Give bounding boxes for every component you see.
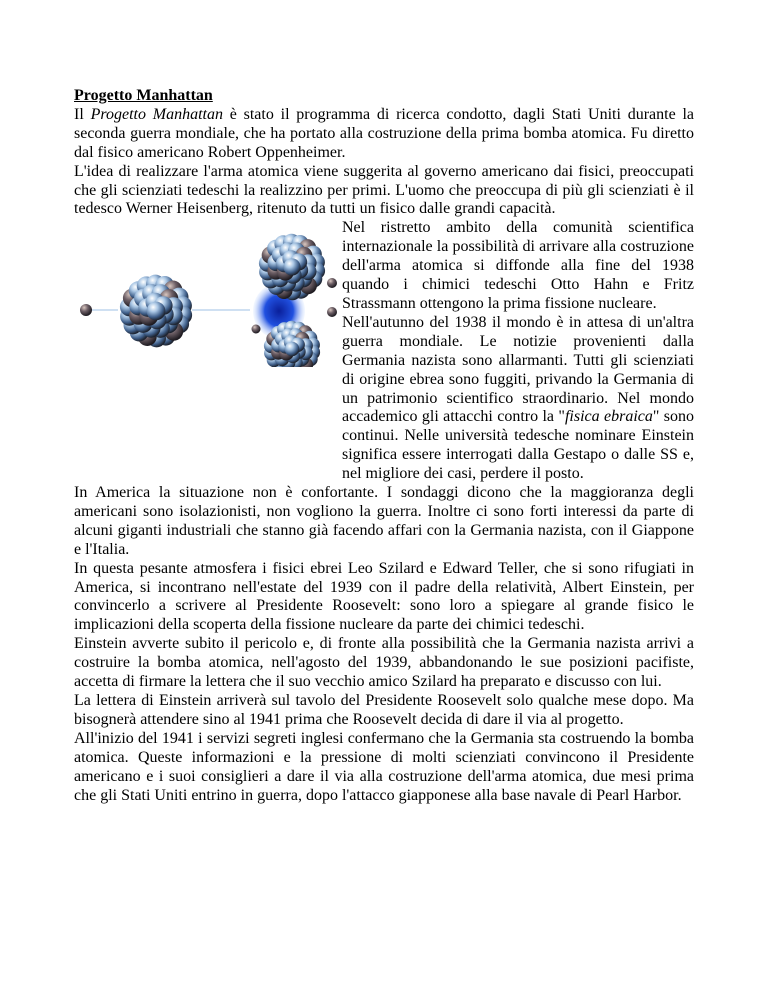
p4-italic: fisica ebraica	[564, 408, 653, 426]
p1-intro: Il	[74, 105, 91, 123]
paragraph-1	[74, 106, 694, 163]
nucleon	[147, 302, 166, 321]
paragraph-9: All'inizio del 1941 i servizi segreti inglesi confermano che la Germania sta costruendo la bomba atomica. Queste informazioni e la pressione di molti scienziati convincono il Presidente americano e i suoi consiglieri a dare il via alla costruzione dell'arma atomica, due mesi prima che gli Stati Uniti entrino in guerra, dopo l'attacco giapponese alla base navale di Pearl Harbor.	[74, 729, 694, 804]
paragraph-8: La lettera di Einstein arriverà sul tavolo del Presidente Roosevelt solo qualche mese dopo. Ma bisognerà attendere sino al 1941 prima che Roosevelt decida di dare il via al progetto.	[74, 692, 694, 728]
document-page	[74, 87, 694, 805]
paragraph-2: L'idea di realizzare l'arma atomica viene suggerita al governo americano dai fisici, preoccupati che gli scienziati tedeschi la realizzino per primi. L'uomo che preoccupa di più gli scienziati è il tedesco Werner Heisenberg, ritenuto da tutti un fisico dalle grandi capacità.	[74, 162, 694, 218]
released-neutron	[327, 278, 337, 288]
nuclear-fission-icon	[74, 219, 338, 367]
released-neutron	[327, 307, 337, 317]
p4-before: Nell'autunno del 1938 il mondo è in attesa di un'altra guerra mondiale. Le notizie provenienti dalla Germania nazista sono allarmanti. Tutti gli scienziati di origine ebrea sono fuggiti, privando la Germania di un patrimonio scientifico straordinario. Nel mondo accademico gli attacchi contro la "	[342, 313, 694, 426]
fission-illustration	[74, 219, 338, 367]
incoming-neutron	[80, 304, 92, 316]
uranium-nucleus	[120, 275, 192, 348]
nucleon	[283, 259, 300, 276]
document-title: Progetto Manhattan	[74, 87, 213, 104]
nucleon	[285, 342, 300, 357]
p1-rest: è stato il programma di ricerca condotto, dagli Stati Uniti durante la seconda guerra mondiale, che ha portato alla costruzione della prima bomba atomica. Fu diretto dal fisico americano Robert Oppenheimer.	[74, 105, 694, 161]
paragraph-5: In America la situazione non è confortante. I sondaggi dicono che la maggioranza degli americani sono isolazionisti, non vogliono la guerra. Inoltre ci sono forti interessi da parte di alcuni giganti industriali che stanno già facendo affari con la Germania nazista, con il Giappone e l'Italia.	[74, 484, 694, 558]
released-neutron	[252, 325, 261, 334]
paragraph-3: Nel ristretto ambito della comunità scientifica internazionale la possibilità di arrivare alla costruzione dell'arma atomica si diffonde alla fine del 1938 quando i chimici tedeschi Otto Hahn e Fritz Strassmann ottengono la prima fissione nucleare.	[342, 219, 694, 312]
paragraph-6: In questa pesante atmosfera i fisici ebrei Leo Szilard e Edward Teller, che si sono rifugiati in America, si incontrano nell'estate del 1939 con il padre della relatività, Albert Einstein, per convincerlo a scrivere al Presidente Roosevelt: sono loro a spiegare al grande fisico le implicazioni della scoperta della fissione nucleare da parte dei chimici tedeschi.	[74, 559, 694, 634]
p4-after: " sono continui. Nelle università tedesche nominare Einstein significa essere interrogati dalla Gestapo o dalle SS e, nel migliore dei casi, perdere il posto.	[342, 408, 694, 483]
paragraph-7: Einstein avverte subito il pericolo e, di fronte alla possibilità che la Germania nazista arrivi a costruire la bomba atomica, nell'agosto del 1939, abbandonando le sue posizioni pacifiste, accetta di firmare la lettera che il suo vecchio amico Szilard ha preparato e discusso con lui.	[74, 635, 694, 691]
paragraph-4	[342, 314, 694, 484]
p1-name-italic: Progetto Manhattan	[90, 105, 223, 123]
